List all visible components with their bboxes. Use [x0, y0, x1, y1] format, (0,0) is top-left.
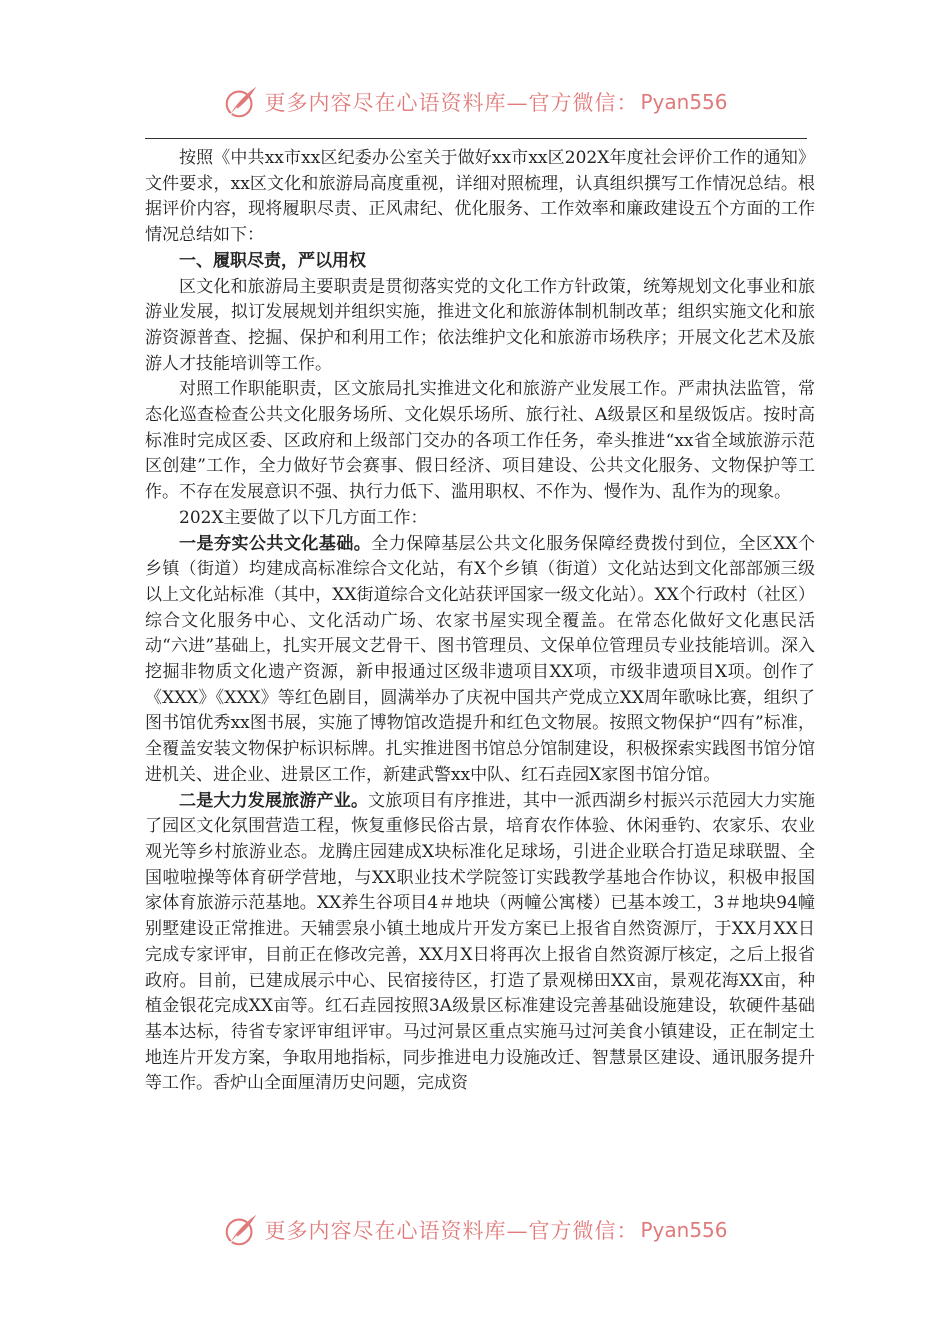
footer-watermark-banner: [0, 1208, 950, 1252]
public-culture-body: 全力保障基层公共文化服务保障经费拨付到位，全区XX个乡镇（街道）均建成高标准综合文化站，有X个乡镇（街道）文化站达到文化部部颁三级以上文化站标准（其中，XX街道综合文化站获评国家一级文化站）。XX个行政村（社区）综合文化服务中心、文化活动广场、农家书屋实现全覆盖。在常态化做好文化惠民活动“六进”基础上，扎实开展文艺骨干、图书管理员、文保单位管理员专业技能培训。深入挖掘非物质文化遗产资源，新申报通过区级非遗项目XX项，市级非遗项目X项。创作了《XXX》《XXX》等红色剧目，圆满举办了庆祝中国共产党成立XX周年歌咏比赛，组织了图书馆优秀xx图书展，实施了博物馆改造提升和红色文物展。按照文物保护“四有”标准，全覆盖安装文物保护标识标牌。扎实推进图书馆总分馆制建设，积极探索实践图书馆分馆进机关、进企业、进景区工作，新建武警xx中队、红石垚园X家图书馆分馆。: [145, 533, 815, 785]
tourism-lead: 二是大力发展旅游产业。: [179, 790, 369, 811]
duties-paragraph: 区文化和旅游局主要职责是贯彻落实党的文化工作方针政策，统筹规划文化事业和旅游业发展，拟订发展规划并组织实施，推进文化和旅游体制机制改革；组织实施文化和旅游资源普查、挖掘、保护和利用工作；依法维护文化和旅游市场秩序；开展文化艺术及旅游人才技能培训等工作。: [145, 276, 815, 374]
public-culture-lead: 一是夯实公共文化基础。: [179, 533, 372, 554]
main-work-intro: 202X主要做了以下几方面工作：: [179, 507, 428, 528]
tourism-paragraph: [145, 789, 815, 1097]
footer-wechat-id: Pyan556: [640, 1218, 728, 1242]
header-watermark-banner: [0, 80, 950, 124]
document-body: [145, 146, 815, 1097]
intro-paragraph: 按照《中共xx市xx区纪委办公室关于做好xx市xx区202X年度社会评价工作的通知》文件要求，xx区文化和旅游局高度重视，详细对照梳理，认真组织撰写工作情况总结。根据评价内容，现将履职尽责、正风肃纪、优化服务、工作效率和廉政建设五个方面的工作情况总结如下：: [145, 148, 815, 246]
header-wechat-id: Pyan556: [640, 90, 728, 114]
header-banner-text: 更多内容尽在心语资料库—官方微信：: [264, 91, 639, 115]
header-rule: [145, 138, 807, 139]
work-review-paragraph: 对照工作职能职责，区文旅局扎实推进文化和旅游产业发展工作。严肃执法监管，常态化巡查检查公共文化服务场所、文化娱乐场所、旅行社、A级景区和星级饭店。按时高标准时完成区委、区政府和上级部门交办的各项工作任务，牵头推进“xx省全域旅游示范区创建”工作，全力做好节会赛事、假日经济、项目建设、公共文化服务、文物保护等工作。不存在发展意识不强、执行力低下、滥用职权、不作为、慢作为、乱作为的现象。: [145, 379, 815, 503]
tourism-body: 文旅项目有序推进，其中一派西湖乡村振兴示范园大力实施了园区文化氛围营造工程，恢复重修民俗古景，培育农作体验、休闲垂钓、农家乐、农业观光等乡村旅游业态。龙腾庄园建成X块标准化足球场，引进企业联合打造足球联盟、全国啦啦操等体育研学营地，与XX职业技术学院签订实践教学基地合作协议，积极申报国家体育旅游示范基地。XX养生谷项目4＃地块（两幢公寓楼）已基本竣工，3＃地块94幢别墅建设正常推进。天辅雲泉小镇土地成片开发方案已上报省自然资源厅，于XX月XX日完成专家评审，目前正在修改完善，XX月X日将再次上报省自然资源厅核定，之后上报省政府。目前，已建成展示中心、民宿接待区，打造了景观梯田XX亩，景观花海XX亩，种植金银花完成XX亩等。红石垚园按照3A级景区标准建设完善基础设施建设，软硬件基础基本达标，待省专家评审组评审。马过河景区重点实施马过河美食小镇建设，正在制定土地连片开发方案，争取用地指标，同步推进电力设施改迁、智慧景区建设、通讯服务提升等工作。香炉山全面厘清历史问题，完成资: [145, 790, 816, 1094]
footer-banner-text: 更多内容尽在心语资料库—官方微信：: [264, 1219, 639, 1243]
quill-logo-icon: [222, 83, 260, 121]
public-culture-paragraph: [145, 532, 815, 789]
section-heading-1: 一、履职尽责，严以用权: [179, 250, 366, 271]
quill-logo-icon: [222, 1211, 260, 1249]
